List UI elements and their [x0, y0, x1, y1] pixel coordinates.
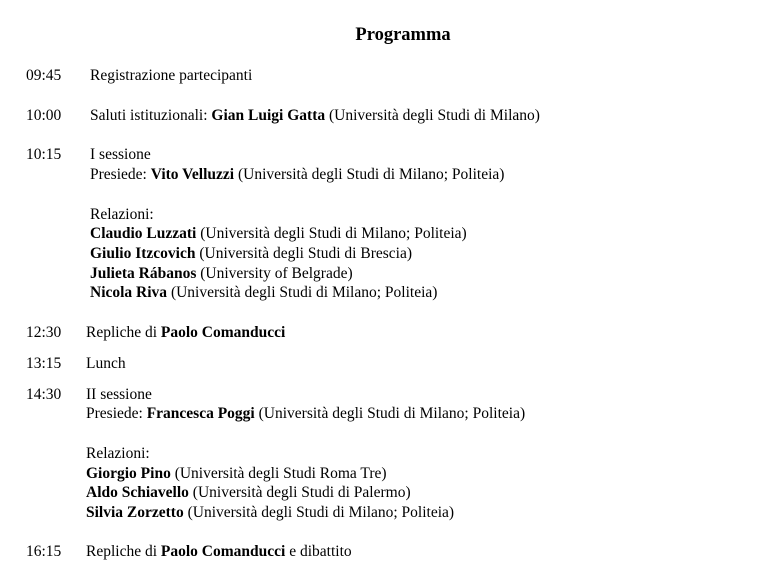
speaker-name: Aldo Schiavello	[86, 484, 189, 501]
speaker-affiliation: (Università degli Studi di Milano; Politeia)	[196, 225, 467, 242]
speaker-row	[86, 483, 411, 503]
greetings-speaker: Gian Luigi Gatta	[211, 107, 326, 124]
time-1315: 13:15	[26, 355, 62, 372]
item-lunch: Lunch	[86, 355, 126, 372]
time-1230: 12:30	[26, 324, 62, 341]
speaker-row	[86, 503, 454, 523]
greetings-affiliation: (Università degli Studi di Milano)	[325, 107, 540, 124]
greetings-prefix: Saluti istituzionali:	[90, 107, 212, 124]
time-1000: 10:00	[26, 107, 62, 124]
time-1615: 16:15	[26, 543, 62, 560]
chair-affiliation: (Università degli Studi di Milano; Politeia)	[234, 166, 505, 183]
speaker-row	[90, 244, 412, 264]
item-replies-2	[86, 542, 352, 562]
time-1015: 10:15	[26, 146, 62, 163]
session-1-chair	[90, 165, 504, 185]
session-2-label: II sessione	[86, 386, 152, 403]
speaker-row	[86, 464, 387, 484]
session-1-label: I sessione	[90, 146, 151, 163]
speaker-row	[90, 224, 467, 244]
speaker-name: Giorgio Pino	[86, 465, 171, 482]
replies-speaker: Paolo Comanducci	[160, 543, 286, 560]
item-replies-1	[86, 323, 285, 343]
speaker-row	[90, 283, 437, 303]
chair-affiliation: (Università degli Studi di Milano; Politeia)	[254, 405, 526, 422]
replies-suffix: e dibattito	[285, 543, 352, 560]
speaker-name: Nicola Riva	[90, 284, 168, 301]
chair-name: Vito Velluzzi	[150, 166, 235, 183]
chair-name: Francesca Poggi	[146, 405, 255, 422]
chair-prefix: Presiede:	[86, 405, 147, 422]
speaker-name: Silvia Zorzetto	[86, 504, 184, 521]
speaker-affiliation: (Università degli Studi di Brescia)	[195, 245, 413, 262]
replies-prefix: Repliche di	[86, 543, 161, 560]
session-2-talks-label: Relazioni:	[86, 445, 150, 462]
speaker-affiliation: (Università degli Studi di Milano; Politeia)	[167, 284, 438, 301]
speaker-affiliation: (Università degli Studi di Milano; Politeia)	[183, 504, 455, 521]
speaker-row	[90, 264, 353, 284]
time-1430: 14:30	[26, 386, 62, 403]
speaker-name: Julieta Rábanos	[90, 265, 197, 282]
replies-prefix: Repliche di	[86, 324, 161, 341]
item-registration: Registrazione partecipanti	[90, 67, 253, 84]
speaker-name: Giulio Itzcovich	[90, 245, 196, 262]
time-0945: 09:45	[26, 67, 62, 84]
speaker-affiliation: (Università degli Studi Roma Tre)	[170, 465, 387, 482]
session-2-chair	[86, 404, 525, 424]
item-greetings	[90, 106, 540, 126]
speaker-affiliation: (University of Belgrade)	[196, 265, 353, 282]
speaker-affiliation: (Università degli Studi di Palermo)	[188, 484, 411, 501]
session-1-talks-label: Relazioni:	[90, 206, 154, 223]
speaker-name: Claudio Luzzati	[90, 225, 197, 242]
chair-prefix: Presiede:	[90, 166, 151, 183]
replies-speaker: Paolo Comanducci	[160, 324, 286, 341]
program-title: Programma	[355, 25, 451, 45]
